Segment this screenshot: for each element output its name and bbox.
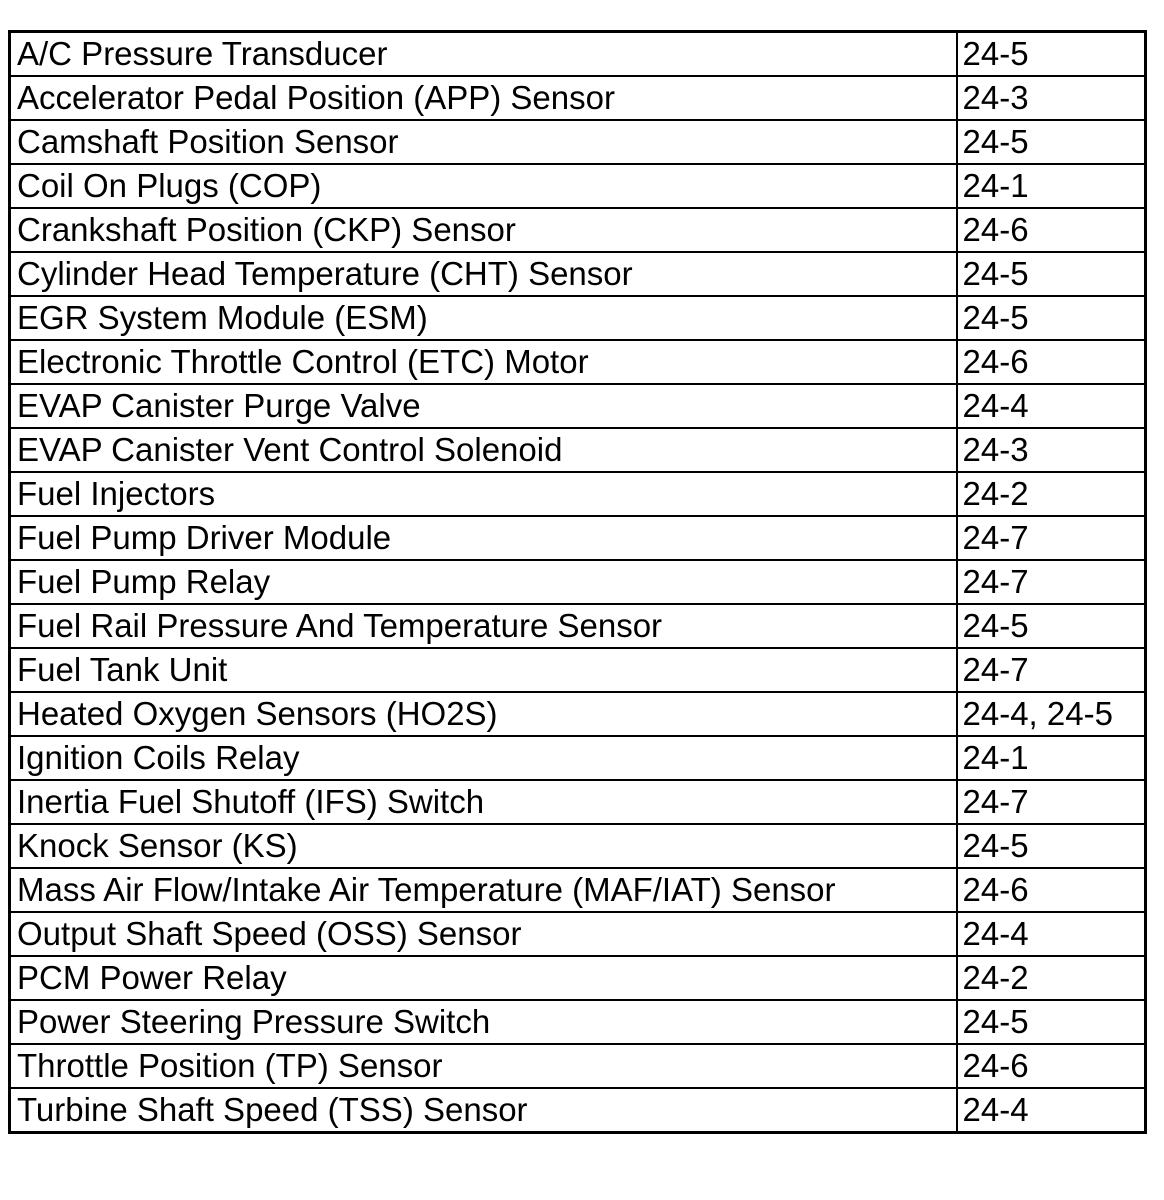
page-reference-cell: 24-7	[957, 648, 1146, 692]
page-reference-cell: 24-5	[957, 296, 1146, 340]
page-reference-cell: 24-4	[957, 912, 1146, 956]
table-row	[10, 824, 1146, 868]
page-reference-cell: 24-6	[957, 868, 1146, 912]
table-row	[10, 32, 1146, 77]
table-row	[10, 780, 1146, 824]
page-reference-cell: 24-1	[957, 736, 1146, 780]
component-name-cell: Camshaft Position Sensor	[10, 120, 957, 164]
component-name-cell: Heated Oxygen Sensors (HO2S)	[10, 692, 957, 736]
component-name-cell: Ignition Coils Relay	[10, 736, 957, 780]
component-name-cell: Accelerator Pedal Position (APP) Sensor	[10, 76, 957, 120]
page-reference-cell: 24-5	[957, 32, 1146, 77]
component-name-cell: Power Steering Pressure Switch	[10, 1000, 957, 1044]
table-row	[10, 1000, 1146, 1044]
component-name-cell: PCM Power Relay	[10, 956, 957, 1000]
page-reference-cell: 24-7	[957, 560, 1146, 604]
table-row	[10, 384, 1146, 428]
component-name-cell: A/C Pressure Transducer	[10, 32, 957, 77]
table-row	[10, 692, 1146, 736]
page-reference-cell: 24-5	[957, 1000, 1146, 1044]
page-reference-cell: 24-7	[957, 516, 1146, 560]
table-row	[10, 76, 1146, 120]
table-row	[10, 1044, 1146, 1088]
table-row	[10, 472, 1146, 516]
component-name-cell: Crankshaft Position (CKP) Sensor	[10, 208, 957, 252]
table-row	[10, 428, 1146, 472]
component-location-table	[8, 30, 1147, 1134]
component-name-cell: Throttle Position (TP) Sensor	[10, 1044, 957, 1088]
table-row	[10, 340, 1146, 384]
component-name-cell: EVAP Canister Purge Valve	[10, 384, 957, 428]
table-row	[10, 208, 1146, 252]
component-name-cell: Cylinder Head Temperature (CHT) Sensor	[10, 252, 957, 296]
page-reference-cell: 24-6	[957, 340, 1146, 384]
page-reference-cell: 24-2	[957, 472, 1146, 516]
component-name-cell: Output Shaft Speed (OSS) Sensor	[10, 912, 957, 956]
table-row	[10, 956, 1146, 1000]
page-reference-cell: 24-5	[957, 120, 1146, 164]
table-row	[10, 516, 1146, 560]
table-row	[10, 1088, 1146, 1133]
table-row	[10, 296, 1146, 340]
component-name-cell: Coil On Plugs (COP)	[10, 164, 957, 208]
page-reference-cell: 24-4	[957, 1088, 1146, 1133]
page-reference-cell: 24-4, 24-5	[957, 692, 1146, 736]
page-reference-cell: 24-4	[957, 384, 1146, 428]
table-row	[10, 648, 1146, 692]
component-name-cell: Mass Air Flow/Intake Air Temperature (MAF/IAT) Sensor	[10, 868, 957, 912]
table-row	[10, 912, 1146, 956]
page-reference-cell: 24-6	[957, 1044, 1146, 1088]
component-name-cell: Turbine Shaft Speed (TSS) Sensor	[10, 1088, 957, 1133]
page-reference-cell: 24-6	[957, 208, 1146, 252]
component-name-cell: Fuel Rail Pressure And Temperature Sensor	[10, 604, 957, 648]
table-row	[10, 164, 1146, 208]
page-reference-cell: 24-7	[957, 780, 1146, 824]
component-name-cell: EVAP Canister Vent Control Solenoid	[10, 428, 957, 472]
component-name-cell: Inertia Fuel Shutoff (IFS) Switch	[10, 780, 957, 824]
component-name-cell: Fuel Tank Unit	[10, 648, 957, 692]
component-name-cell: Fuel Pump Driver Module	[10, 516, 957, 560]
table-row	[10, 120, 1146, 164]
table-body	[10, 32, 1146, 1133]
page-reference-cell: 24-5	[957, 604, 1146, 648]
page-reference-cell: 24-2	[957, 956, 1146, 1000]
page-reference-cell: 24-3	[957, 76, 1146, 120]
page-reference-cell: 24-3	[957, 428, 1146, 472]
component-name-cell: Electronic Throttle Control (ETC) Motor	[10, 340, 957, 384]
component-name-cell: EGR System Module (ESM)	[10, 296, 957, 340]
component-name-cell: Fuel Injectors	[10, 472, 957, 516]
table-row	[10, 736, 1146, 780]
table-row	[10, 868, 1146, 912]
table-row	[10, 252, 1146, 296]
page-reference-cell: 24-5	[957, 824, 1146, 868]
page-reference-cell: 24-5	[957, 252, 1146, 296]
component-name-cell: Fuel Pump Relay	[10, 560, 957, 604]
table-row	[10, 604, 1146, 648]
page-reference-cell: 24-1	[957, 164, 1146, 208]
table-row	[10, 560, 1146, 604]
component-name-cell: Knock Sensor (KS)	[10, 824, 957, 868]
